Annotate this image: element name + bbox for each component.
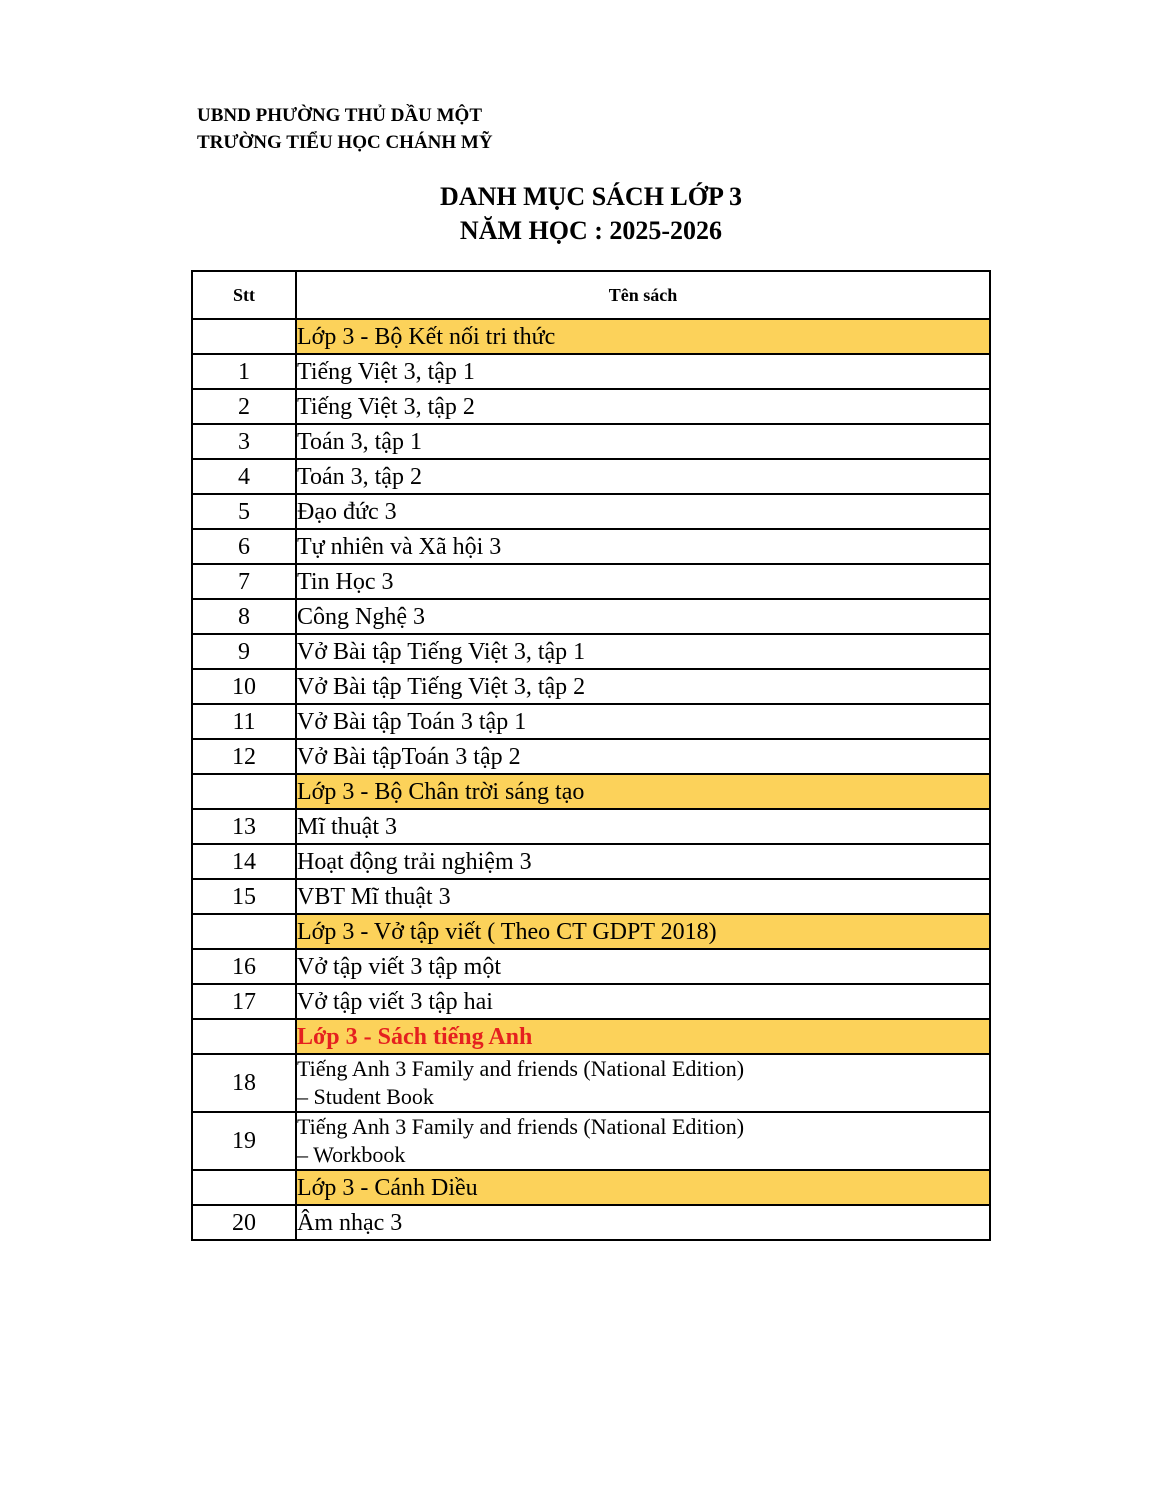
row-stt: 11 [192, 704, 296, 739]
row-stt: 14 [192, 844, 296, 879]
book-name-line-1: Tiếng Anh 3 Family and friends (National Edition) [297, 1056, 745, 1081]
table-row [192, 1205, 990, 1240]
row-book-name [296, 1112, 990, 1170]
book-name-line-1: Tiếng Anh 3 Family and friends (National Edition) [297, 1114, 745, 1139]
table-row [192, 1054, 990, 1112]
table-row [192, 354, 990, 389]
table-row [192, 564, 990, 599]
row-book-name: Vở Bài tập Tiếng Việt 3, tập 1 [296, 634, 990, 669]
row-stt [192, 914, 296, 949]
section-header-row [192, 1019, 990, 1054]
row-book-name: Tiếng Việt 3, tập 1 [296, 354, 990, 389]
section-header-row [192, 774, 990, 809]
org-line-2: TRƯỜNG TIỂU HỌC CHÁNH MỸ [197, 132, 493, 153]
row-stt: 20 [192, 1205, 296, 1240]
row-book-name: Vở Bài tập Tiếng Việt 3, tập 2 [296, 669, 990, 704]
row-book-name: Đạo đức 3 [296, 494, 990, 529]
table-row [192, 809, 990, 844]
table-row [192, 1112, 990, 1170]
row-book-name: Toán 3, tập 2 [296, 459, 990, 494]
table-row [192, 879, 990, 914]
row-stt [192, 774, 296, 809]
section-header-row [192, 319, 990, 354]
table-row [192, 529, 990, 564]
section-header-row [192, 1170, 990, 1205]
row-stt: 19 [192, 1112, 296, 1170]
section-title: Lớp 3 - Cánh Diều [296, 1170, 990, 1205]
section-header-row [192, 914, 990, 949]
table-row [192, 669, 990, 704]
table-row [192, 844, 990, 879]
row-stt: 18 [192, 1054, 296, 1112]
section-title: Lớp 3 - Vở tập viết ( Theo CT GDPT 2018) [296, 914, 990, 949]
row-stt: 12 [192, 739, 296, 774]
row-book-name: VBT Mĩ thuật 3 [296, 879, 990, 914]
table-row [192, 494, 990, 529]
column-header-stt: Stt [192, 271, 296, 319]
table-row [192, 424, 990, 459]
row-stt: 13 [192, 809, 296, 844]
row-stt: 2 [192, 389, 296, 424]
row-stt [192, 1170, 296, 1205]
section-title: Lớp 3 - Bộ Kết nối tri thức [296, 319, 990, 354]
row-stt: 15 [192, 879, 296, 914]
book-list-table [191, 270, 991, 1241]
row-book-name: Tiếng Việt 3, tập 2 [296, 389, 990, 424]
row-book-name: Vở Bài tập Toán 3 tập 1 [296, 704, 990, 739]
row-book-name: Vở tập viết 3 tập hai [296, 984, 990, 1019]
row-stt: 8 [192, 599, 296, 634]
row-stt [192, 1019, 296, 1054]
row-book-name: Công Nghệ 3 [296, 599, 990, 634]
row-stt: 6 [192, 529, 296, 564]
row-book-name: Mĩ thuật 3 [296, 809, 990, 844]
table-row [192, 949, 990, 984]
table-row [192, 634, 990, 669]
row-book-name: Toán 3, tập 1 [296, 424, 990, 459]
table-row [192, 599, 990, 634]
table-row [192, 984, 990, 1019]
book-name-line-2: – Student Book [297, 1084, 434, 1109]
table-row [192, 739, 990, 774]
row-stt: 5 [192, 494, 296, 529]
row-book-name: Âm nhạc 3 [296, 1205, 990, 1240]
org-line-1: UBND PHƯỜNG THỦ DẦU MỘT [197, 105, 482, 126]
row-stt: 9 [192, 634, 296, 669]
row-book-name: Vở tập viết 3 tập một [296, 949, 990, 984]
table-row [192, 704, 990, 739]
section-title: Lớp 3 - Sách tiếng Anh [296, 1019, 990, 1054]
page-subtitle: NĂM HỌC : 2025-2026 [459, 216, 723, 245]
row-stt: 10 [192, 669, 296, 704]
row-book-name: Tự nhiên và Xã hội 3 [296, 529, 990, 564]
row-stt: 16 [192, 949, 296, 984]
row-stt: 1 [192, 354, 296, 389]
row-stt: 4 [192, 459, 296, 494]
row-stt [192, 319, 296, 354]
table-row [192, 389, 990, 424]
table-row [192, 459, 990, 494]
row-stt: 7 [192, 564, 296, 599]
row-stt: 3 [192, 424, 296, 459]
column-header-name: Tên sách [296, 271, 990, 319]
table-header-row [192, 271, 990, 319]
page-title: DANH MỤC SÁCH LỚP 3 [440, 182, 742, 211]
book-name-line-2: – Workbook [297, 1142, 406, 1167]
row-stt: 17 [192, 984, 296, 1019]
row-book-name [296, 1054, 990, 1112]
table-body [192, 319, 990, 1240]
section-title: Lớp 3 - Bộ Chân trời sáng tạo [296, 774, 990, 809]
row-book-name: Tin Học 3 [296, 564, 990, 599]
row-book-name: Hoạt động trải nghiệm 3 [296, 844, 990, 879]
row-book-name: Vở Bài tậpToán 3 tập 2 [296, 739, 990, 774]
